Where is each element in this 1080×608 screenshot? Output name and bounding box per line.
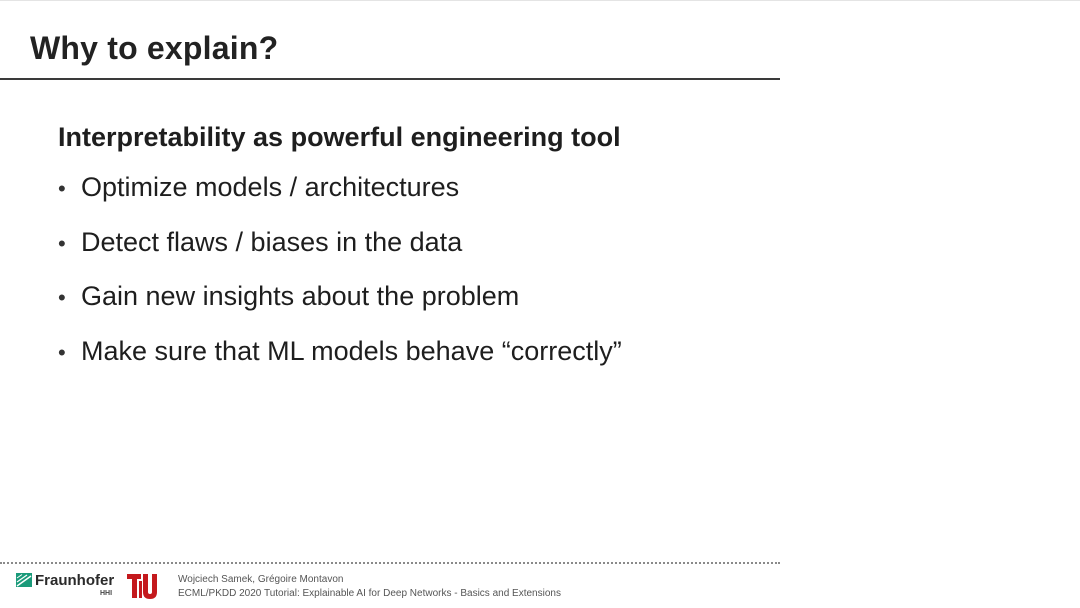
bullet-text: Gain new insights about the problem <box>81 281 520 311</box>
bullet-list <box>58 172 622 390</box>
bullet-item <box>58 281 622 336</box>
fraunhofer-logo-icon <box>16 573 32 587</box>
fraunhofer-name: Fraunhofer <box>35 572 115 589</box>
title-underline <box>0 78 780 80</box>
bullet-text: Optimize models / architectures <box>81 172 460 202</box>
fraunhofer-logo <box>16 572 116 600</box>
bullet-item <box>58 227 622 282</box>
bullet-dot-icon: • <box>58 339 66 365</box>
slide-title: Why to explain? <box>30 30 279 66</box>
tu-berlin-logo <box>126 572 162 600</box>
bullet-dot-icon: • <box>58 230 66 256</box>
footer-tutorial: ECML/PKDD 2020 Tutorial: Explainable AI for Deep Networks - Basics and Extensions <box>178 588 561 599</box>
top-border <box>0 0 1080 1</box>
bullet-text: Detect flaws / biases in the data <box>81 226 463 257</box>
tu-berlin-logo-icon <box>126 572 162 600</box>
bullet-text: Make sure that ML models behave “correctly” <box>81 335 622 366</box>
bullet-dot-icon: • <box>58 176 66 201</box>
bullet-item <box>58 172 622 227</box>
bullet-dot-icon: • <box>58 285 66 310</box>
fraunhofer-institute: HHI <box>100 590 113 597</box>
footer-divider <box>0 562 780 564</box>
footer-authors: Wojciech Samek, Grégoire Montavon <box>178 574 344 585</box>
bullet-item <box>58 336 622 391</box>
footer-credits <box>178 573 561 601</box>
slide-subheading: Interpretability as powerful engineering tool <box>58 122 621 152</box>
